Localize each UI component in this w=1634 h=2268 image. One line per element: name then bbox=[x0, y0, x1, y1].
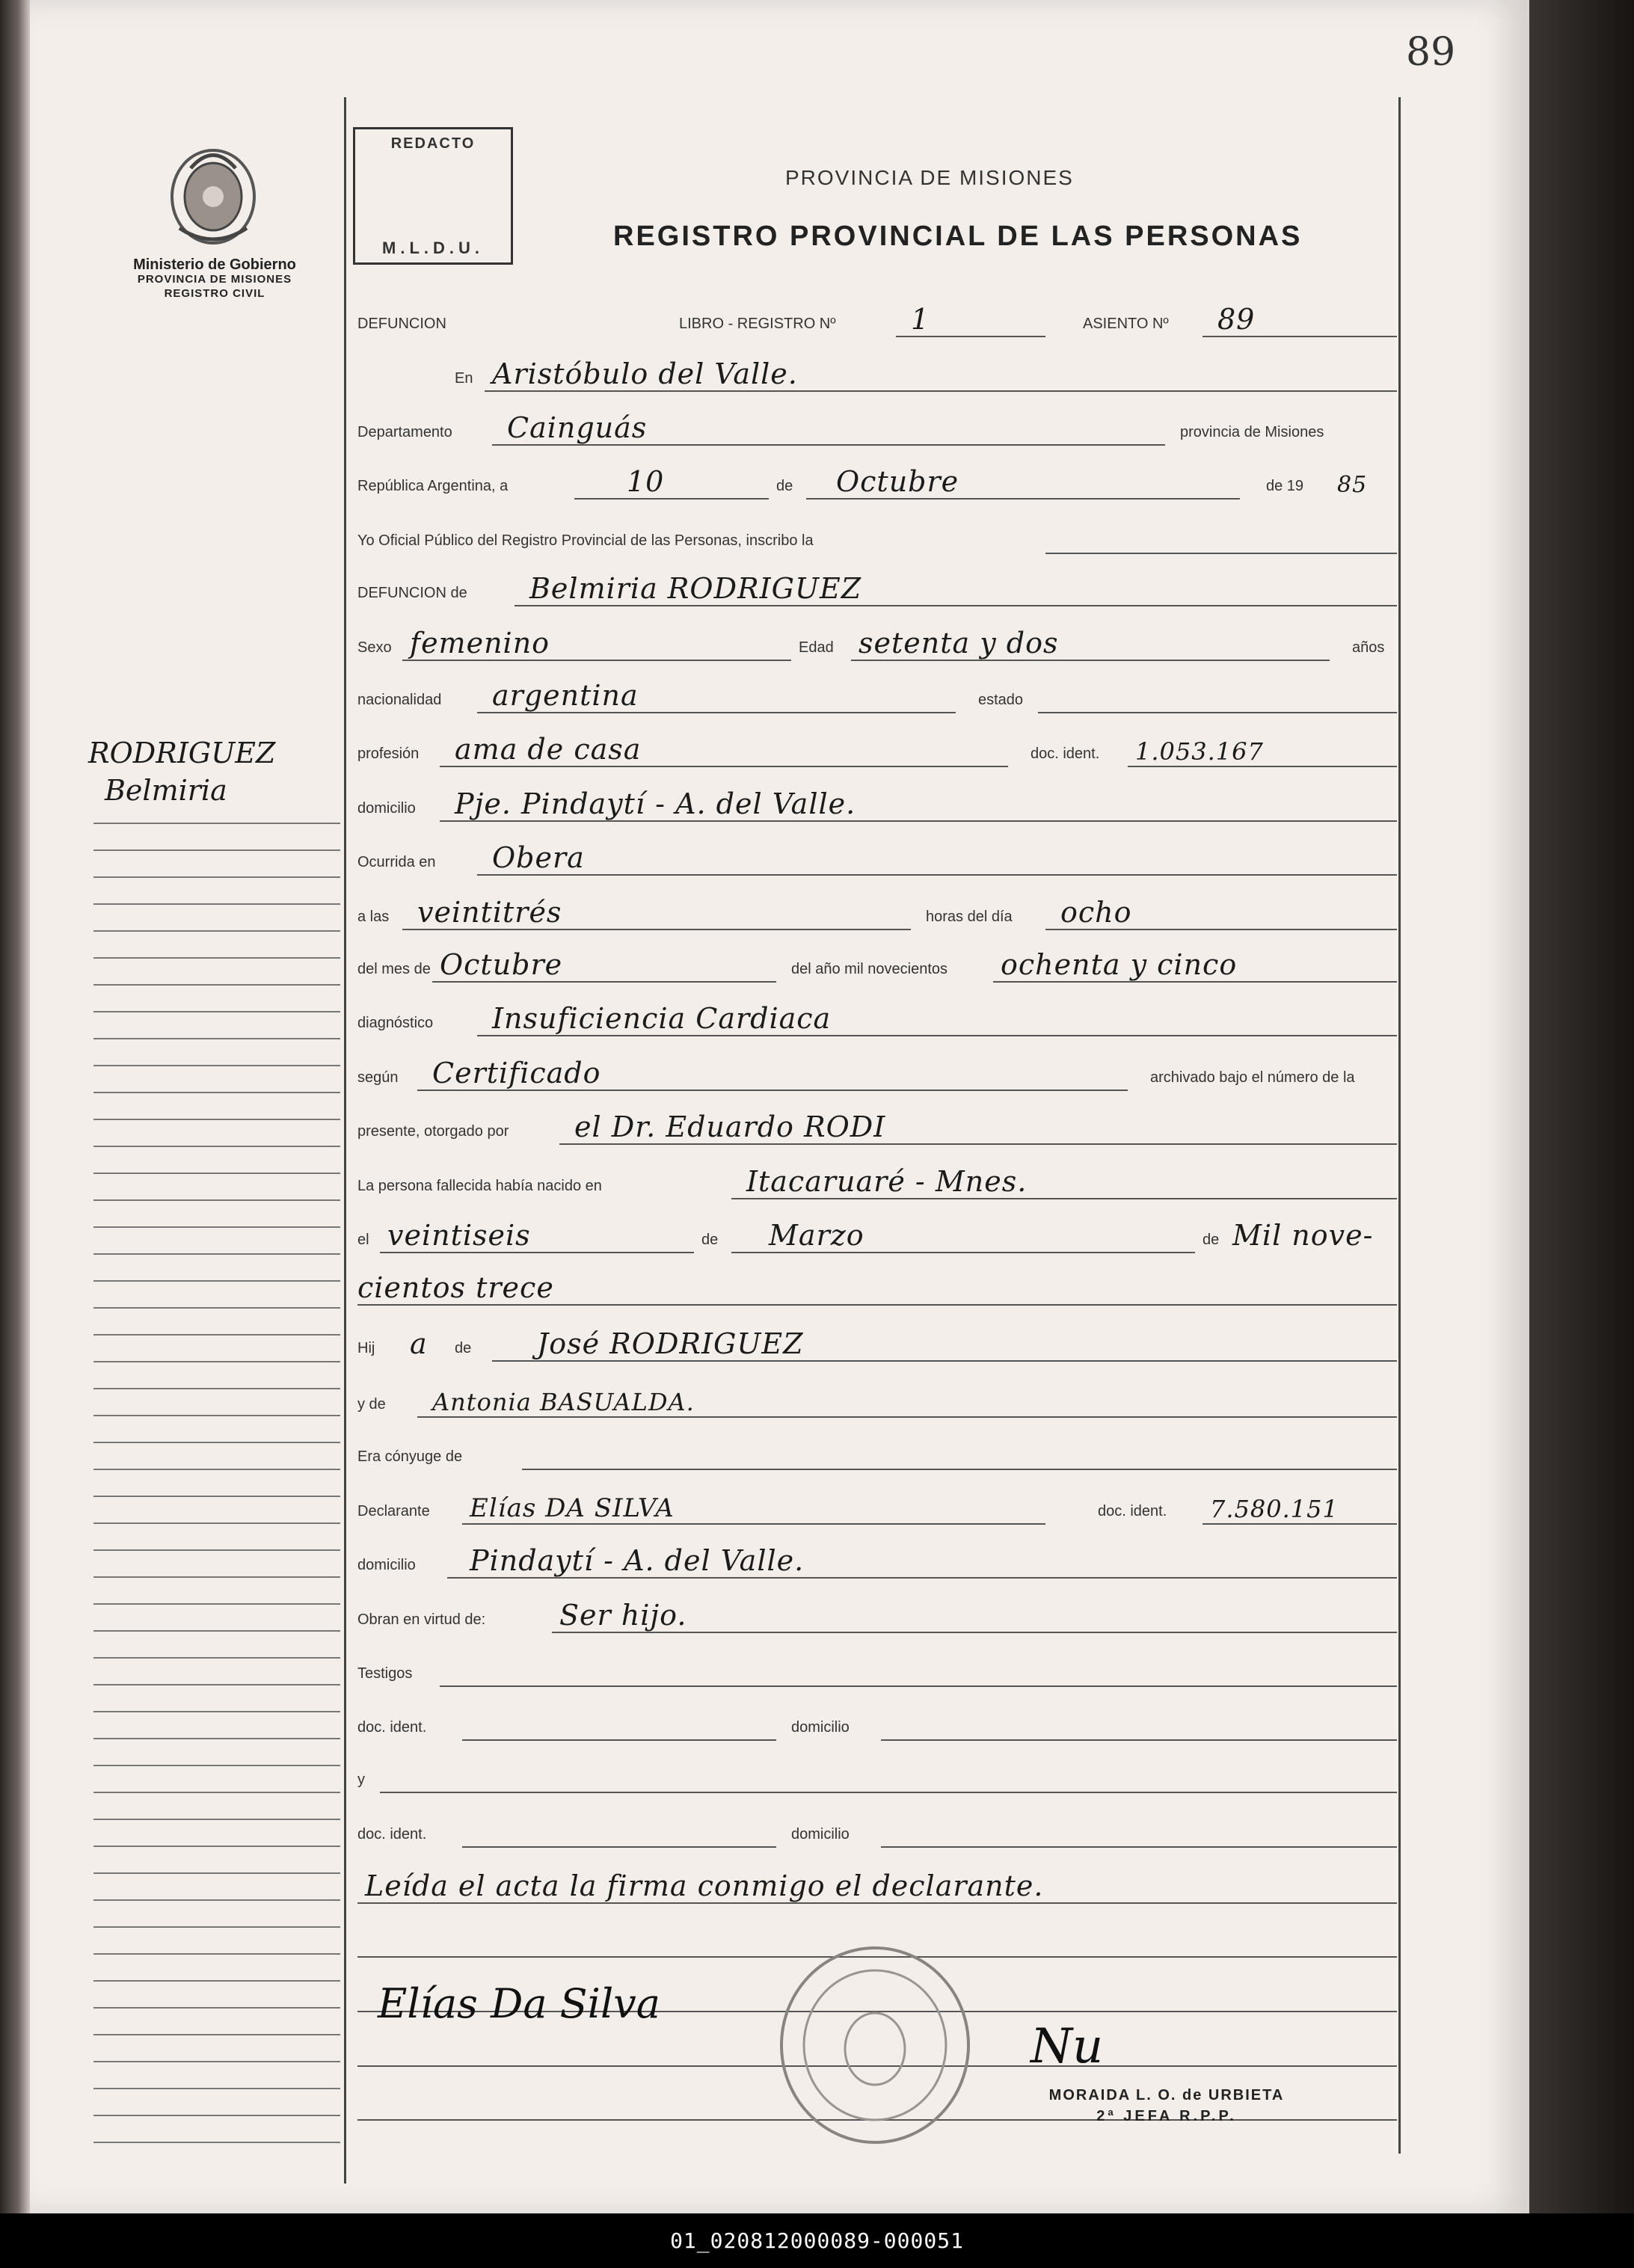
row-conyuge bbox=[357, 1436, 1401, 1470]
row-presente bbox=[357, 1110, 1401, 1145]
hij-de-label: de bbox=[455, 1340, 472, 1356]
defuncion-de-label: DEFUNCION de bbox=[357, 585, 467, 601]
obran-label: Obran en virtud de: bbox=[357, 1611, 486, 1628]
mes-value: Octubre bbox=[836, 465, 959, 498]
margin-rule-line bbox=[93, 1065, 340, 1066]
profesion-label: profesión bbox=[357, 746, 420, 762]
diagnostico-label: diagnóstico bbox=[357, 1015, 434, 1031]
margin-rule-line bbox=[93, 1738, 340, 1739]
hij-value: José RODRIGUEZ bbox=[537, 1327, 804, 1360]
delmes-value: Octubre bbox=[440, 948, 563, 981]
image-id-footer: 01_020812000089-000051 bbox=[0, 2213, 1634, 2268]
diagnostico-value: Insuficiencia Cardiaca bbox=[492, 1002, 832, 1035]
margin-rule-line bbox=[93, 903, 340, 905]
official-title: 2ª JEFA R.P.P. bbox=[1096, 2108, 1237, 2124]
page-number: 89 bbox=[1406, 30, 1456, 75]
horas-value: ocho bbox=[1060, 896, 1132, 929]
testigos-label: Testigos bbox=[357, 1665, 413, 1682]
row-declarante bbox=[357, 1490, 1401, 1525]
row-cientos bbox=[357, 1271, 1401, 1306]
registry-heading: REGISTRO PROVINCIAL DE LAS PERSONAS bbox=[613, 221, 1303, 252]
closing-text: Leída el acta la firma conmigo el declarante. bbox=[365, 1869, 1044, 1902]
de2-label: de bbox=[701, 1232, 719, 1248]
margin-rule-line bbox=[93, 1146, 340, 1147]
domicilio-label: domicilio bbox=[357, 800, 416, 817]
margin-rule-line bbox=[93, 823, 340, 824]
margin-rule-line bbox=[93, 2115, 340, 2116]
de-label: de bbox=[776, 478, 793, 494]
de2-value: Marzo bbox=[769, 1219, 864, 1252]
row-nacionalidad bbox=[357, 679, 1401, 713]
row-fecha-nac bbox=[357, 1219, 1401, 1253]
margin-rule-line bbox=[93, 1442, 340, 1443]
anio-mil-label: del año mil novecientos bbox=[791, 961, 948, 977]
margin-rule-line bbox=[93, 1953, 340, 1955]
yde-label: y de bbox=[357, 1396, 386, 1413]
delmes-label: del mes de bbox=[357, 961, 431, 977]
margin-rule-line bbox=[93, 1307, 340, 1309]
nacido-value: Itacaruaré - Mnes. bbox=[746, 1165, 1028, 1198]
row-republica bbox=[357, 465, 1401, 500]
presente-label: presente, otorgado por bbox=[357, 1123, 509, 1140]
de3-label: de bbox=[1203, 1232, 1220, 1248]
row-domicilio2 bbox=[357, 1544, 1401, 1579]
margin-rule-line bbox=[93, 1496, 340, 1497]
margin-rule-line bbox=[93, 876, 340, 878]
margin-rule-line bbox=[93, 1361, 340, 1362]
row-docident1 bbox=[357, 1706, 1401, 1741]
row-segun bbox=[357, 1057, 1401, 1091]
margin-rule-line bbox=[93, 1549, 340, 1551]
segun-value: Certificado bbox=[432, 1057, 601, 1090]
asiento-value: 89 bbox=[1217, 303, 1256, 336]
left-margin-rule bbox=[344, 97, 346, 2184]
doc2-value: 7.580.151 bbox=[1210, 1495, 1339, 1523]
margin-rule-line bbox=[93, 1684, 340, 1685]
margin-rule-line bbox=[93, 1846, 340, 1847]
official-signature: Nu bbox=[1031, 2019, 1104, 2074]
margin-rule-line bbox=[93, 1415, 340, 1416]
margin-rule-line bbox=[93, 1522, 340, 1524]
margin-rule-line bbox=[93, 984, 340, 986]
de3-value: Mil nove- bbox=[1232, 1219, 1374, 1252]
margin-rule-line bbox=[93, 1980, 340, 1982]
declarant-signature: Elías Da Silva bbox=[378, 1980, 660, 2027]
row-yde bbox=[357, 1383, 1401, 1418]
ministry-heading bbox=[91, 258, 338, 301]
provincia-label: provincia de Misiones bbox=[1180, 424, 1324, 440]
republica-label: República Argentina, a bbox=[357, 478, 509, 494]
defuncion-label: DEFUNCION bbox=[357, 316, 446, 332]
margin-rule-line bbox=[93, 1253, 340, 1255]
margin-surname: RODRIGUEZ bbox=[88, 737, 276, 769]
estado-label: estado bbox=[978, 692, 1024, 708]
registry-seal-icon bbox=[774, 1944, 976, 2146]
margin-rule-line bbox=[93, 2034, 340, 2035]
row-docident2 bbox=[357, 1813, 1401, 1848]
margin-rule-line bbox=[93, 1469, 340, 1470]
ministry-line2: PROVINCIA DE MISIONES bbox=[137, 273, 292, 286]
margin-rule-line bbox=[93, 1388, 340, 1389]
en-value: Aristóbulo del Valle. bbox=[492, 357, 798, 390]
alas-label: a las bbox=[357, 909, 390, 925]
margin-rule-line bbox=[93, 1334, 340, 1336]
horas-label: horas del día bbox=[926, 909, 1013, 925]
official-name: MORAIDA L. O. de URBIETA bbox=[1048, 2087, 1285, 2103]
row-hijo bbox=[357, 1327, 1401, 1362]
margin-given-name: Belmiria bbox=[105, 774, 227, 807]
declarante-label: Declarante bbox=[357, 1503, 430, 1519]
margin-rule-line bbox=[93, 1199, 340, 1201]
row-diagnostico bbox=[357, 1002, 1401, 1036]
anio-mil-value: ochenta y cinco bbox=[1001, 948, 1238, 981]
libro-label: LIBRO - REGISTRO Nº bbox=[679, 316, 836, 332]
nacido-label: La persona fallecida había nacido en bbox=[357, 1178, 602, 1194]
ministry-line1: Ministerio de Gobierno bbox=[133, 256, 296, 273]
coat-of-arms-icon bbox=[157, 138, 269, 251]
row-y bbox=[357, 1759, 1401, 1793]
edad-label: Edad bbox=[799, 639, 834, 656]
profesion-value: ama de casa bbox=[455, 733, 642, 766]
presente-value: el Dr. Eduardo RODI bbox=[574, 1110, 886, 1143]
sexo-value: femenino bbox=[410, 627, 550, 660]
ocurrida-label: Ocurrida en bbox=[357, 854, 436, 870]
declarante-value: Elías DA SILVA bbox=[470, 1493, 675, 1523]
de19-label: de 19 bbox=[1266, 478, 1304, 494]
sexo-label: Sexo bbox=[357, 639, 392, 656]
doc-value: 1.053.167 bbox=[1135, 737, 1264, 766]
book-edge bbox=[1529, 0, 1634, 2213]
hij-label: Hij bbox=[357, 1340, 375, 1356]
row-ocurrida bbox=[357, 841, 1401, 876]
domicilio4-label: domicilio bbox=[791, 1826, 850, 1843]
dia-value: 10 bbox=[627, 465, 665, 498]
row-closing bbox=[357, 1869, 1401, 1904]
margin-rule-line bbox=[93, 1119, 340, 1120]
docident1-label: doc. ident. bbox=[357, 1719, 427, 1736]
margin-rule-line bbox=[93, 2007, 340, 2009]
row-testigos bbox=[357, 1653, 1401, 1687]
libro-value: 1 bbox=[911, 303, 930, 336]
margin-rule-line bbox=[93, 1657, 340, 1659]
y-label: y bbox=[357, 1771, 365, 1788]
ministry-line3: REGISTRO CIVIL bbox=[164, 287, 265, 300]
row-departamento bbox=[357, 411, 1401, 446]
margin-rule-line bbox=[93, 930, 340, 932]
en-label: En bbox=[455, 370, 473, 387]
el-label: el bbox=[357, 1232, 369, 1248]
asiento-label: ASIENTO Nº bbox=[1083, 316, 1169, 332]
departamento-label: Departamento bbox=[357, 424, 452, 440]
row-defuncion-de bbox=[357, 572, 1401, 606]
nacionalidad-value: argentina bbox=[492, 679, 639, 712]
departamento-value: Cainguás bbox=[507, 411, 648, 444]
margin-rule-line bbox=[93, 1899, 340, 1901]
margin-rule-line bbox=[93, 849, 340, 851]
margin-rule-line bbox=[93, 1280, 340, 1282]
anio-value: 85 bbox=[1337, 472, 1368, 498]
obran-value: Ser hijo. bbox=[559, 1599, 687, 1632]
anos-label: años bbox=[1352, 639, 1385, 656]
domicilio2-label: domicilio bbox=[357, 1557, 416, 1573]
margin-rule-line bbox=[93, 1011, 340, 1012]
binding-fold bbox=[0, 0, 30, 2213]
redacto-stamp bbox=[353, 127, 513, 265]
margin-rule-line bbox=[93, 1711, 340, 1712]
hij-suffix: a bbox=[410, 1327, 428, 1360]
stamp-bottom-text: M.L.D.U. bbox=[382, 239, 484, 257]
ocurrida-value: Obera bbox=[492, 841, 585, 874]
doc2-label: doc. ident. bbox=[1098, 1503, 1167, 1519]
row-defuncion-libro bbox=[357, 303, 1401, 337]
domicilio-value: Pje. Pindaytí - A. del Valle. bbox=[455, 787, 856, 820]
margin-rule-line bbox=[93, 1819, 340, 1820]
margin-rule-line bbox=[93, 1173, 340, 1174]
row-nacido bbox=[357, 1165, 1401, 1199]
doc-label: doc. ident. bbox=[1031, 746, 1100, 762]
official-stamp bbox=[1010, 2085, 1324, 2127]
el-value: veintiseis bbox=[387, 1219, 531, 1252]
alas-value: veintitrés bbox=[417, 896, 562, 929]
edad-value: setenta y dos bbox=[859, 627, 1059, 660]
margin-rule-line bbox=[93, 957, 340, 959]
margin-rule-line bbox=[93, 1765, 340, 1766]
margin-rule-line bbox=[93, 2142, 340, 2143]
segun-label: según bbox=[357, 1069, 399, 1086]
province-heading: PROVINCIA DE MISIONES bbox=[785, 166, 1074, 189]
margin-rule-line bbox=[93, 1872, 340, 1874]
row-sexo bbox=[357, 627, 1401, 661]
margin-rule-line bbox=[93, 1926, 340, 1928]
margin-rule-line bbox=[93, 1038, 340, 1039]
margin-rule-line bbox=[93, 1092, 340, 1093]
conyuge-label: Era cónyuge de bbox=[357, 1448, 463, 1465]
oficial-text: Yo Oficial Público del Registro Provincial de las Personas, inscribo la bbox=[357, 532, 814, 549]
yde-value: Antonia BASUALDA. bbox=[432, 1388, 695, 1416]
row-profesion bbox=[357, 733, 1401, 767]
margin-rule-line bbox=[93, 2088, 340, 2089]
stamp-top-text: REDACTO bbox=[390, 135, 476, 152]
row-domicilio bbox=[357, 787, 1401, 822]
margin-rule-line bbox=[93, 1576, 340, 1578]
row-mes-anio bbox=[357, 948, 1401, 983]
row-hora bbox=[357, 896, 1401, 930]
domicilio2-value: Pindaytí - A. del Valle. bbox=[470, 1544, 805, 1577]
margin-rule-line bbox=[93, 1603, 340, 1605]
margin-rule-line bbox=[93, 2061, 340, 2062]
margin-rule-line bbox=[93, 1226, 340, 1228]
row-obran bbox=[357, 1599, 1401, 1633]
margin-rule-line bbox=[93, 1630, 340, 1632]
row-oficial bbox=[357, 520, 1401, 554]
archivado-label: archivado bajo el número de la bbox=[1150, 1069, 1355, 1086]
nacionalidad-label: nacionalidad bbox=[357, 692, 442, 708]
docident2-label: doc. ident. bbox=[357, 1826, 427, 1843]
cientos-value: cientos trece bbox=[357, 1271, 554, 1304]
domicilio3-label: domicilio bbox=[791, 1719, 850, 1736]
margin-rule-line bbox=[93, 1792, 340, 1793]
defuncion-de-value: Belmiria RODRIGUEZ bbox=[529, 572, 862, 605]
row-en bbox=[357, 357, 1401, 392]
